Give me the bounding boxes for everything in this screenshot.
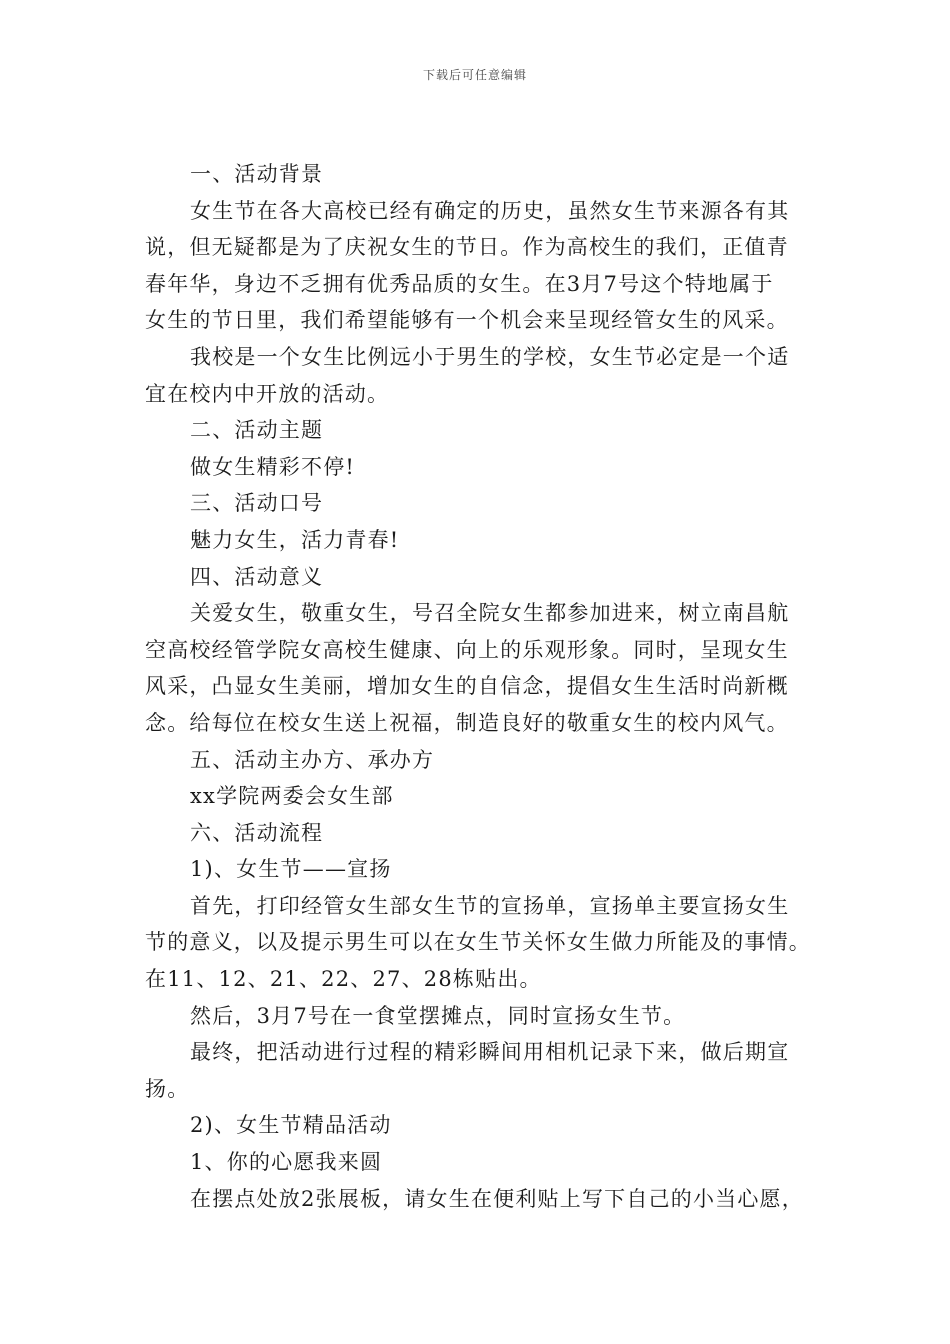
text-line: 在摆点处放2张展板，请女生在便利贴上写下自己的小当心愿， <box>190 1186 804 1211</box>
text-line: 做女生精彩不停! <box>190 454 356 479</box>
text-line: 节的意义，以及提示男生可以在女生节关怀女生做力所能及的事情。 <box>145 930 811 955</box>
text-line: 女生的节日里，我们希望能够有一个机会来呈现经管女生的风采。 <box>145 308 789 333</box>
text-line: 五、活动主办方、承办方 <box>190 747 435 772</box>
text-line: 关爱女生，敬重女生，号召全院女生都参加进来，树立南昌航 <box>190 601 790 626</box>
document-body <box>145 156 825 1217</box>
text-line: xx学院两委会女生部 <box>190 784 394 809</box>
text-line: 魅力女生，活力青春! <box>190 527 400 552</box>
text-line: 1)、女生节——宣扬 <box>190 857 392 882</box>
text-line: 三、活动口号 <box>190 491 324 516</box>
text-line: 我校是一个女生比例远小于男生的学校，女生节必定是一个适 <box>190 344 790 369</box>
text-line: 风采，凸显女生美丽，增加女生的自信念，提倡女生生活时尚新概 <box>145 674 789 699</box>
text-line: 念。给每位在校女生送上祝福，制造良好的敬重女生的校内风气。 <box>145 710 789 735</box>
text-line: 六、活动流程 <box>190 820 324 845</box>
text-line: 四、活动意义 <box>190 564 324 589</box>
text-line: 首先，打印经管女生部女生节的宣扬单，宣扬单主要宣扬女生 <box>190 893 790 918</box>
page-header: 下载后可任意编辑 <box>422 68 527 82</box>
text-line: 说，但无疑都是为了庆祝女生的节日。作为高校生的我们，正值青 <box>145 235 789 260</box>
text-line: 在11、12、21、22、27、28栋贴出。 <box>145 967 542 992</box>
text-line: 空高校经管学院女高校生健康、向上的乐观形象。同时，呈现女生 <box>145 637 789 662</box>
text-line: 最终，把活动进行过程的精彩瞬间用相机记录下来，做后期宣 <box>190 1040 790 1065</box>
text-line: 一、活动背景 <box>190 162 324 186</box>
text-line: 二、活动主题 <box>190 418 324 443</box>
text-line: 宜在校内中开放的活动。 <box>145 381 390 406</box>
text-line: 女生节在各大高校已经有确定的历史，虽然女生节来源各有其 <box>190 198 790 223</box>
text-line: 1、你的心愿我来圆 <box>190 1150 383 1175</box>
text-line: 然后，3月7号在一食堂摆摊点，同时宣扬女生节。 <box>190 1003 686 1028</box>
text-line: 扬。 <box>145 1076 190 1101</box>
text-line: 春年华，身边不乏拥有优秀品质的女生。在3月7号这个特地属于 <box>145 271 774 296</box>
text-line: 2)、女生节精品活动 <box>190 1113 392 1138</box>
